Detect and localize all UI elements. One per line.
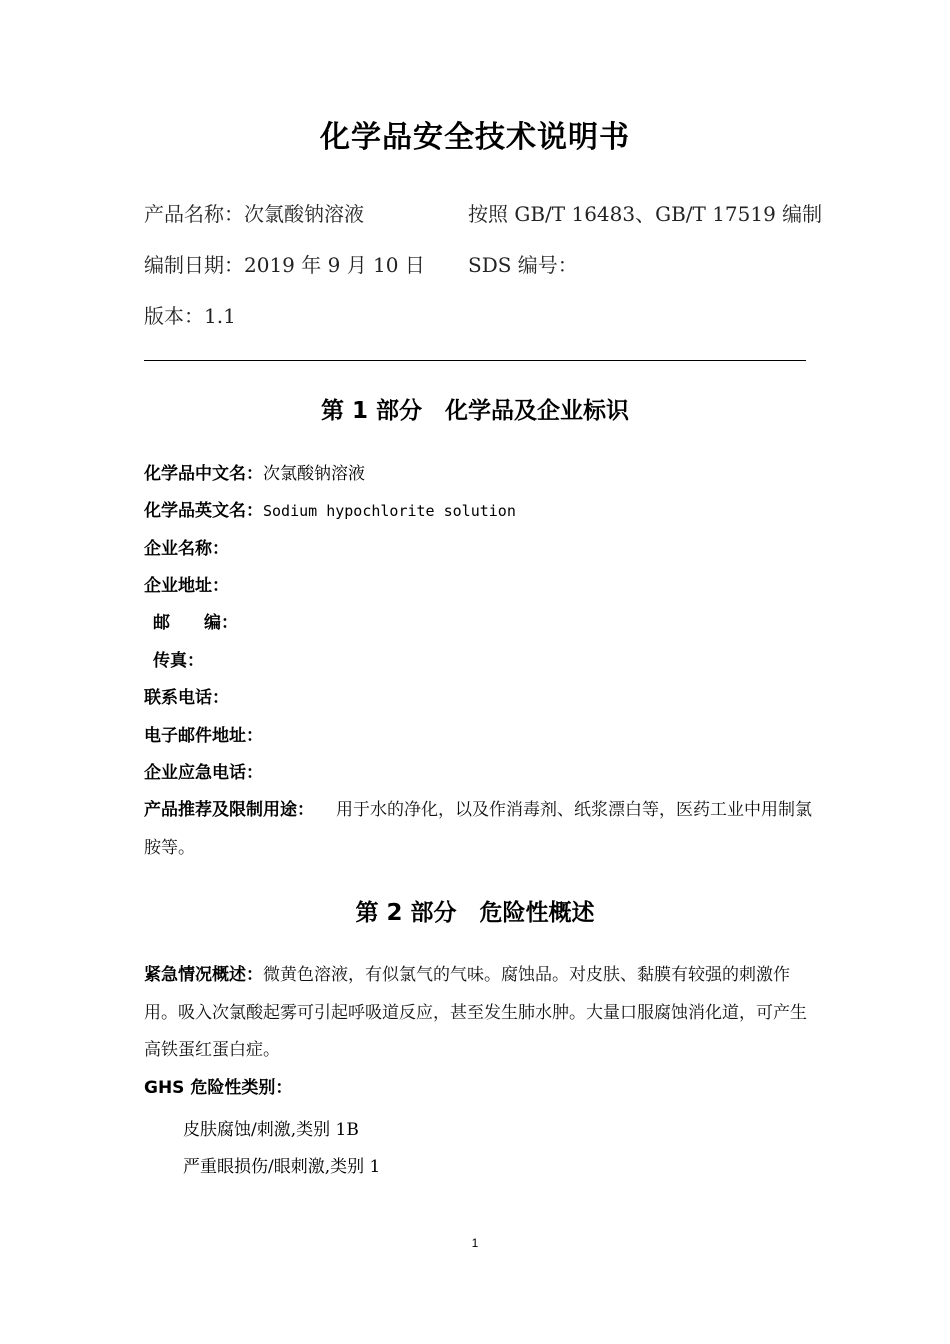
field-label: 邮 编： [153,613,238,633]
field-label: 电子邮件地址： [144,726,263,746]
product-name-line: 产品名称：次氯酸钠溶液 [144,202,364,226]
section-2-heading: 第 2 部分 危险性概述 [355,900,595,926]
field-postcode [153,612,238,634]
field-cn-name [144,463,365,485]
header-divider [144,360,806,361]
field-label: 企业地址： [144,576,229,596]
sds-number-line: SDS 编号： [468,253,578,277]
field-fax [153,650,204,672]
ghs-category-label [144,1077,292,1099]
standard-line: 按照 GB/T 16483、GB/T 17519 编制 [468,202,823,226]
ghs-item: 严重眼损伤/眼刺激,类别 1 [183,1157,381,1177]
field-label: 化学品中文名： [144,464,263,484]
emergency-overview [144,957,816,1070]
page-number: 1 [471,1236,479,1250]
field-label: GHS 危险性类别： [144,1078,293,1098]
field-value: 次氯酸钠溶液 [263,464,365,484]
field-usage [144,792,816,867]
field-value: 用于水的净化，以及作消毒剂、纸浆漂白等，医药工业中用制氯胺等。 [144,800,812,858]
field-emergency-phone [144,762,263,784]
version-line: 版本：1.1 [144,304,236,328]
ghs-item: 皮肤腐蚀/刺激,类别 1B [183,1120,359,1140]
field-value: Sodium hypochlorite solution [263,502,516,520]
document-title: 化学品安全技术说明书 [320,120,630,155]
field-label: 企业应急电话： [144,763,263,783]
compile-date-line: 编制日期：2019 年 9 月 10 日 [144,253,425,277]
field-company [144,538,229,560]
field-value: 微黄色溶液，有似氯气的气味。腐蚀品。对皮肤、黏膜有较强的刺激作用。吸入次氯酸起雾可引起呼吸道反应，甚至发生肺水肿。大量口服腐蚀消化道，可产生高铁蛋红蛋白症。 [144,965,807,1060]
field-label: 传真： [153,651,204,671]
field-label: 化学品英文名： [144,501,263,521]
field-address [144,575,229,597]
field-en-name [144,500,516,522]
field-phone [144,687,229,709]
field-label: 企业名称： [144,539,229,559]
field-label: 产品推荐及限制用途： [144,800,314,820]
field-email [144,725,263,747]
section-1-heading: 第 1 部分 化学品及企业标识 [320,398,630,424]
field-label: 联系电话： [144,688,229,708]
field-label: 紧急情况概述： [144,965,263,985]
